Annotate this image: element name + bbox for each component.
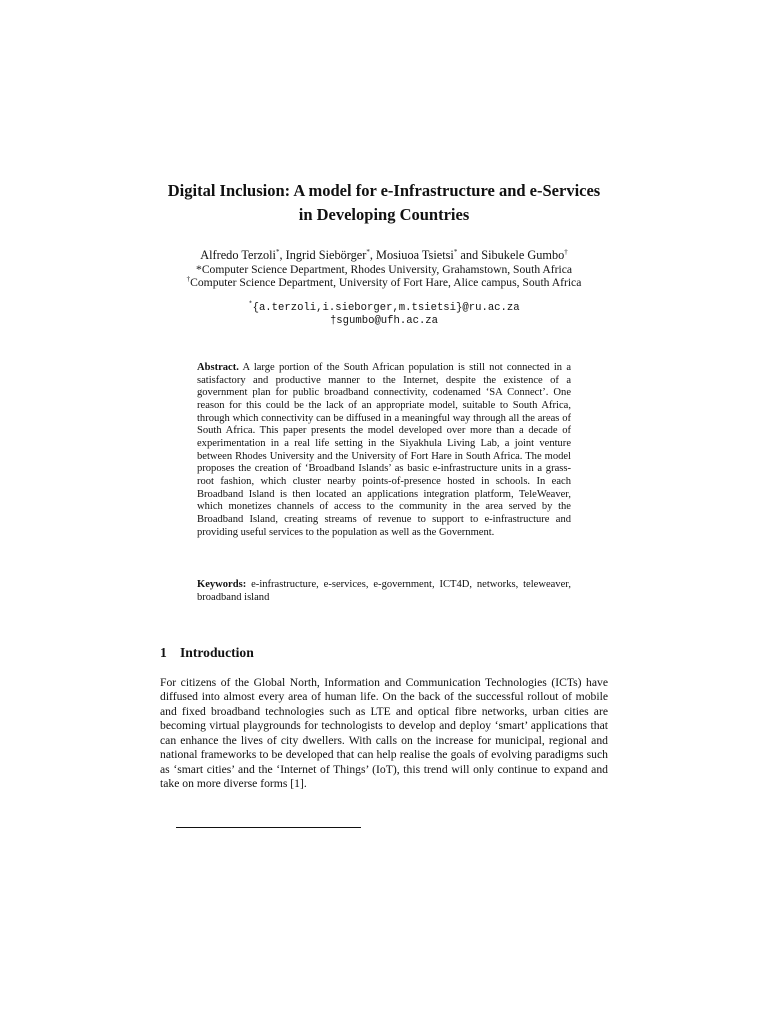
author-mark: * (366, 248, 370, 256)
email-rhodes[interactable]: *{a.terzoli,i.sieborger,m.tsietsi}@ru.ac.za (248, 301, 520, 314)
section-heading (160, 645, 608, 661)
section-title: Introduction (180, 645, 254, 660)
keywords (197, 579, 571, 605)
abstract (197, 362, 571, 539)
author-emails (160, 302, 608, 328)
abstract-text: A large portion of the South African population is still not connected in a satisfactory and productive manner to the Internet, despite the existence of a government plan for public broadband connectivity, codenamed ‘SA Connect’. One reason for this could be the lack of an appropriate model, suitable to South Africa, through which connectivity can be diffused in a meaningful way through all the areas of South Africa. This paper presents the model developed over more than a decade of experimentation in a real life setting in the Siyakhula Living Lab, a joint venture between Rhodes University and the University of Fort Hare in South Africa. The model proposes the creation of ‘Broadband Islands’ as basic e-infrastructure units in a grass-root fashion, which cluster nearby points-of-presence hosted in schools. In each Broadband Island is then located an applications integration platform, TeleWeaver, which monetizes channels of access to the community in the area served by the Broadband Island, creating streams of revenue to support to e-infrastructure and providing useful services to the population as well as the Government. (197, 362, 571, 538)
keywords-text: e-infrastructure, e-services, e-government, ICT4D, networks, teleweaver, broadband island (197, 579, 571, 603)
author-name: Mosiuoa Tsietsi (376, 248, 454, 262)
author-names: Alfredo Terzoli*, Ingrid Siebörger*, Mosiuoa Tsietsi* and Sibukele Gumbo† (200, 248, 568, 262)
author-name: Sibukele Gumbo (481, 248, 565, 262)
paper-title: Digital Inclusion: A model for e-Infrastructure and e-Services in Developing Countries (167, 181, 601, 224)
author-mark: * (275, 248, 280, 256)
author-block (160, 248, 608, 290)
affiliation-rhodes: *Computer Science Department, Rhodes University, Grahamstown, South Africa (196, 262, 572, 276)
abstract-label: Abstract. (197, 362, 239, 373)
intro-paragraph: For citizens of the Global North, Information and Communication Technologies (ICTs) have diffused into almost every area of human life. On the back of the successful rollout of mobile and fixed broadband technologies such as LTE and optical fibre networks, urban cities are becoming virtual playgrounds for technologists to develop and deploy ‘smart’ applications that can enhance the lives of city dwellers. With calls on the increase for municipal, regional and national frameworks to be developed that can help realise the goals of evolving paradigms such as ‘smart cities’ and the ‘Internet of Things’ (IoT), this trend will only continue to expand and take on more diverse forms [1]. (160, 676, 608, 791)
author-name: Alfredo Terzoli (200, 248, 276, 262)
footnote-rule (176, 827, 361, 828)
affiliation-fort-hare: †Computer Science Department, University of Fort Hare, Alice campus, South Africa (186, 275, 582, 289)
author-name: Ingrid Siebörger (285, 248, 367, 262)
keywords-label: Keywords: (197, 579, 247, 590)
section-number: 1 (160, 645, 167, 660)
author-mark: † (564, 248, 568, 256)
email-fort-hare[interactable]: †sgumbo@ufh.ac.za (329, 315, 439, 327)
author-mark: * (453, 248, 458, 256)
